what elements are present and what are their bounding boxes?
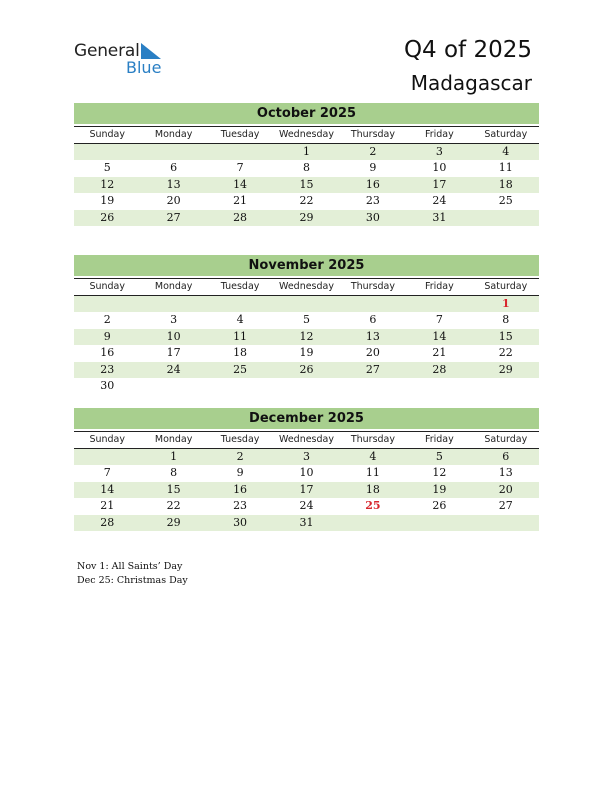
holiday-day-cell: 1 bbox=[501, 297, 510, 310]
weekday-header-row bbox=[74, 431, 539, 449]
day-cell: 21 bbox=[233, 194, 248, 208]
day-cell: 27 bbox=[365, 362, 380, 376]
day-cell: 28 bbox=[233, 210, 248, 224]
day-cell bbox=[273, 378, 339, 394]
day-cell: 18 bbox=[233, 346, 248, 360]
day-cell: 29 bbox=[498, 362, 513, 376]
holiday-day-cell: 25 bbox=[365, 499, 381, 513]
day-cell: 20 bbox=[498, 482, 513, 496]
day-cell: 9 bbox=[103, 329, 111, 343]
day-cell bbox=[473, 210, 539, 226]
day-cell: 19 bbox=[100, 194, 115, 208]
day-cell bbox=[140, 144, 206, 160]
weekday-label: Monday bbox=[154, 129, 193, 140]
day-cell bbox=[340, 378, 406, 394]
week-row bbox=[74, 210, 539, 226]
logo-word-general: General bbox=[74, 41, 140, 61]
weekday-label: Friday bbox=[424, 434, 454, 445]
day-cell: 22 bbox=[299, 194, 314, 208]
weekday-label: Monday bbox=[154, 434, 193, 445]
day-cell bbox=[473, 515, 539, 531]
day-cell: 16 bbox=[100, 346, 115, 360]
page-title: Q4 of 2025 bbox=[403, 37, 532, 63]
week-row bbox=[74, 193, 539, 209]
day-cell: 23 bbox=[365, 194, 380, 208]
day-cell: 20 bbox=[166, 194, 181, 208]
country-name: Madagascar bbox=[410, 71, 532, 95]
day-cell: 3 bbox=[435, 145, 443, 158]
month-november bbox=[74, 255, 539, 394]
day-cell: 29 bbox=[166, 515, 181, 529]
day-cell: 29 bbox=[299, 210, 314, 224]
day-cell: 3 bbox=[302, 450, 310, 463]
day-cell: 1 bbox=[302, 145, 310, 158]
day-cell: 15 bbox=[299, 177, 314, 191]
week-row bbox=[74, 160, 539, 176]
month-december bbox=[74, 408, 539, 531]
day-cell: 31 bbox=[432, 210, 447, 224]
day-cell: 31 bbox=[299, 515, 314, 529]
day-cell: 22 bbox=[498, 346, 513, 360]
day-cell: 5 bbox=[103, 161, 111, 175]
day-cell: 3 bbox=[170, 313, 178, 327]
day-cell bbox=[207, 378, 273, 394]
weekday-label: Saturday bbox=[484, 129, 528, 140]
weekday-label: Thursday bbox=[350, 434, 396, 445]
day-cell bbox=[406, 378, 472, 394]
day-cell: 24 bbox=[166, 362, 181, 376]
day-cell: 12 bbox=[299, 329, 314, 343]
weekday-label: Thursday bbox=[350, 281, 396, 292]
day-cell: 20 bbox=[365, 346, 380, 360]
day-cell: 8 bbox=[302, 161, 310, 175]
day-cell: 27 bbox=[166, 210, 181, 224]
day-cell: 26 bbox=[432, 499, 447, 513]
day-cell bbox=[140, 296, 206, 312]
week-row bbox=[74, 177, 539, 193]
day-cell bbox=[74, 449, 140, 465]
day-cell: 6 bbox=[369, 313, 377, 327]
day-cell: 2 bbox=[236, 450, 244, 463]
day-cell bbox=[340, 515, 406, 531]
day-cell: 5 bbox=[435, 450, 443, 463]
day-cell: 7 bbox=[103, 466, 111, 480]
weekday-label: Wednesday bbox=[278, 281, 334, 292]
weekday-label: Wednesday bbox=[278, 434, 334, 445]
day-cell: 17 bbox=[299, 482, 314, 496]
week-row bbox=[74, 515, 539, 531]
day-cell: 28 bbox=[432, 362, 447, 376]
week-row bbox=[74, 465, 539, 481]
day-cell: 15 bbox=[166, 482, 181, 496]
day-cell: 13 bbox=[365, 329, 380, 343]
day-cell: 14 bbox=[233, 177, 248, 191]
day-cell bbox=[74, 296, 140, 312]
day-cell: 25 bbox=[498, 194, 513, 208]
day-cell: 30 bbox=[233, 515, 248, 529]
holiday-notes bbox=[77, 560, 188, 588]
day-cell: 27 bbox=[498, 499, 513, 513]
day-cell: 13 bbox=[166, 177, 181, 191]
day-cell: 24 bbox=[299, 499, 314, 513]
logo-word-blue: Blue bbox=[126, 58, 162, 77]
day-cell: 26 bbox=[100, 210, 115, 224]
day-cell: 23 bbox=[100, 362, 115, 376]
day-cell: 2 bbox=[103, 313, 111, 327]
day-cell: 18 bbox=[365, 482, 380, 496]
week-row bbox=[74, 144, 539, 160]
day-cell: 6 bbox=[502, 450, 510, 463]
day-cell bbox=[473, 378, 539, 394]
weekday-label: Saturday bbox=[484, 434, 528, 445]
day-cell: 23 bbox=[233, 499, 248, 513]
weekday-label: Tuesday bbox=[220, 129, 260, 140]
day-cell: 28 bbox=[100, 515, 115, 529]
day-cell: 9 bbox=[369, 161, 377, 175]
day-cell: 12 bbox=[432, 466, 447, 480]
day-cell bbox=[207, 296, 273, 312]
week-row bbox=[74, 345, 539, 361]
day-cell bbox=[140, 378, 206, 394]
weekday-label: Monday bbox=[154, 281, 193, 292]
month-header: November 2025 bbox=[74, 255, 539, 276]
weekday-label: Tuesday bbox=[220, 434, 260, 445]
weekday-label: Friday bbox=[424, 129, 454, 140]
day-cell: 25 bbox=[233, 362, 248, 376]
holiday-note: Nov 1: All Saints’ Day bbox=[77, 561, 183, 572]
weekday-label: Sunday bbox=[89, 434, 125, 445]
week-row bbox=[74, 362, 539, 378]
day-cell bbox=[406, 296, 472, 312]
month-header: October 2025 bbox=[74, 103, 539, 124]
day-cell: 14 bbox=[432, 329, 447, 343]
day-cell: 11 bbox=[233, 329, 248, 343]
week-row bbox=[74, 449, 539, 465]
day-cell: 26 bbox=[299, 362, 314, 376]
day-cell bbox=[74, 144, 140, 160]
weekday-label: Thursday bbox=[350, 129, 396, 140]
day-cell: 16 bbox=[365, 177, 380, 191]
month-october bbox=[74, 103, 539, 226]
day-cell: 11 bbox=[365, 466, 380, 480]
month-header: December 2025 bbox=[74, 408, 539, 429]
logo-triangle-icon bbox=[141, 43, 163, 59]
day-cell: 17 bbox=[166, 346, 181, 360]
weekday-header-row bbox=[74, 126, 539, 144]
day-cell: 22 bbox=[166, 499, 181, 513]
weekday-label: Friday bbox=[424, 281, 454, 292]
day-cell: 6 bbox=[170, 161, 178, 175]
day-cell: 10 bbox=[166, 329, 181, 343]
day-cell: 10 bbox=[299, 466, 314, 480]
weekday-label: Sunday bbox=[89, 129, 125, 140]
weekday-header-row bbox=[74, 278, 539, 296]
day-cell: 17 bbox=[432, 177, 447, 191]
day-cell: 14 bbox=[100, 482, 115, 496]
week-row bbox=[74, 312, 539, 328]
day-cell: 4 bbox=[502, 145, 510, 158]
day-cell: 18 bbox=[498, 177, 513, 191]
day-cell bbox=[207, 144, 273, 160]
day-cell: 16 bbox=[233, 482, 248, 496]
day-cell: 4 bbox=[236, 313, 244, 327]
day-cell bbox=[406, 515, 472, 531]
weekday-label: Wednesday bbox=[278, 129, 334, 140]
day-cell: 11 bbox=[498, 161, 513, 175]
holiday-note: Dec 25: Christmas Day bbox=[77, 575, 188, 586]
day-cell: 7 bbox=[435, 313, 443, 327]
day-cell: 8 bbox=[170, 466, 178, 480]
week-row bbox=[74, 498, 539, 514]
day-cell: 7 bbox=[236, 161, 244, 175]
day-cell: 21 bbox=[432, 346, 447, 360]
day-cell: 24 bbox=[432, 194, 447, 208]
day-cell: 10 bbox=[432, 161, 447, 175]
weekday-label: Sunday bbox=[89, 281, 125, 292]
week-row bbox=[74, 482, 539, 498]
day-cell: 8 bbox=[502, 313, 510, 327]
day-cell: 15 bbox=[498, 329, 513, 343]
weekday-label: Saturday bbox=[484, 281, 528, 292]
day-cell: 4 bbox=[369, 450, 377, 463]
day-cell: 2 bbox=[369, 145, 377, 158]
week-row bbox=[74, 329, 539, 345]
week-row bbox=[74, 378, 539, 394]
week-row bbox=[74, 296, 539, 312]
day-cell: 5 bbox=[302, 313, 310, 327]
day-cell bbox=[340, 296, 406, 312]
day-cell: 19 bbox=[299, 346, 314, 360]
day-cell: 19 bbox=[432, 482, 447, 496]
day-cell: 21 bbox=[100, 499, 115, 513]
day-cell: 1 bbox=[170, 450, 178, 463]
day-cell: 30 bbox=[100, 378, 115, 392]
day-cell: 13 bbox=[498, 466, 513, 480]
day-cell: 9 bbox=[236, 466, 244, 480]
day-cell: 12 bbox=[100, 177, 115, 191]
weekday-label: Tuesday bbox=[220, 281, 260, 292]
day-cell bbox=[273, 296, 339, 312]
day-cell: 30 bbox=[365, 210, 380, 224]
logo bbox=[74, 41, 174, 81]
